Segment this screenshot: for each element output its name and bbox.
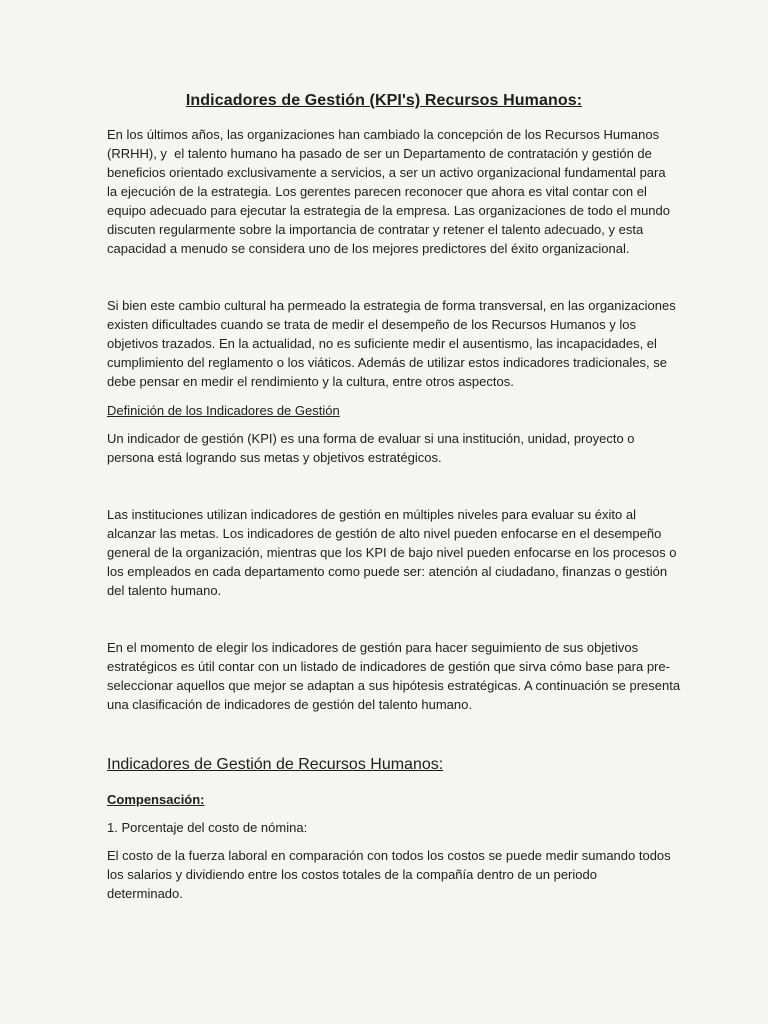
text-line: los salarios y dividiendo entre los costos totales de la compañía dentro de un periodo (107, 867, 597, 882)
text-line: general de la organización, mientras que los KPI de bajo nivel pueden enfocarse en los procesos o (107, 545, 677, 560)
text-line: discuten regularmente sobre la importancia de contratar y retener el talento adecuado, y esta (107, 222, 644, 237)
text-line: Un indicador de gestión (KPI) es una forma de evaluar si una institución, unidad, proyecto o (107, 431, 635, 446)
text-line: del talento humano. (107, 583, 222, 598)
category-heading: Compensación: (107, 792, 205, 807)
text-line: determinado. (107, 886, 183, 901)
intro-paragraph-1 (107, 125, 670, 258)
item-description (107, 846, 671, 903)
text-line: beneficios orientado exclusivamente a servicios, a ser un activo organizacional fundamental para (107, 165, 666, 180)
text-line: El costo de la fuerza laboral en comparación con todos los costos se puede medir sumando todos (107, 848, 671, 863)
definition-paragraph-3 (107, 638, 681, 714)
definition-paragraph-2 (107, 505, 677, 600)
definition-heading: Definición de los Indicadores de Gestión (107, 403, 340, 418)
text-line: En el momento de elegir los indicadores de gestión para hacer seguimiento de sus objetivos (107, 640, 639, 655)
text-line: Si bien este cambio cultural ha permeado la estrategia de forma transversal, en las organizaciones (107, 298, 676, 313)
text-line: debe pensar en medir el rendimiento y la cultura, entre otros aspectos. (107, 374, 514, 389)
definition-paragraph-1 (107, 429, 667, 467)
intro-paragraph-2 (107, 296, 676, 391)
text-line: En los últimos años, las organizaciones han cambiado la concepción de los Recursos Humanos (107, 127, 660, 142)
text-line: alcanzar las metas. Los indicadores de gestión de alto nivel pueden enfocarse en el desempeño (107, 526, 662, 541)
text-line: cumplimiento del reglamento o los viáticos. Además de utilizar estos indicadores tradicionales, se (107, 355, 668, 370)
text-line: capacidad a menudo se considera uno de los mejores predictores del éxito organizacional. (107, 241, 630, 256)
list-item-heading: 1. Porcentaje del costo de nómina: (107, 820, 308, 835)
section-title: Indicadores de Gestión de Recursos Humanos: (107, 756, 444, 773)
text-line: equipo adecuado para ejecutar la estrategia de la empresa. Las organizaciones de todo el mundo (107, 203, 670, 218)
text-line: estratégicos es útil contar con un listado de indicadores de gestión que sirva cómo base para pre- (107, 659, 670, 674)
text-line: Las instituciones utilizan indicadores de gestión en múltiples niveles para evaluar su éxito al (107, 507, 636, 522)
text-line: objetivos trazados. En la actualidad, no es suficiente medir el ausentismo, las incapacidades, el (107, 336, 657, 351)
text-line: la ejecución de la estrategia. Los gerentes parecen reconocer que ahora es vital contar con el (107, 184, 647, 199)
text-line: existen dificultades cuando se trata de medir el desempeño de los Recursos Humanos y los (107, 317, 636, 332)
text-line: seleccionar aquellos que mejor se adaptan a sus hipótesis estratégicas. A continuación se presenta (107, 678, 681, 693)
text-line: los empleados en cada departamento como puede ser: atención al ciudadano, finanzas o gestión (107, 564, 668, 579)
text-line: (RRHH), y el talento humano ha pasado de ser un Departamento de contratación y gestión de (107, 146, 652, 161)
text-line: una clasificación de indicadores de gestión del talento humano. (107, 697, 472, 712)
document-title: Indicadores de Gestión (KPI's) Recursos Humanos: (185, 92, 583, 109)
text-line: persona está logrando sus metas y objetivos estratégicos. (107, 450, 442, 465)
